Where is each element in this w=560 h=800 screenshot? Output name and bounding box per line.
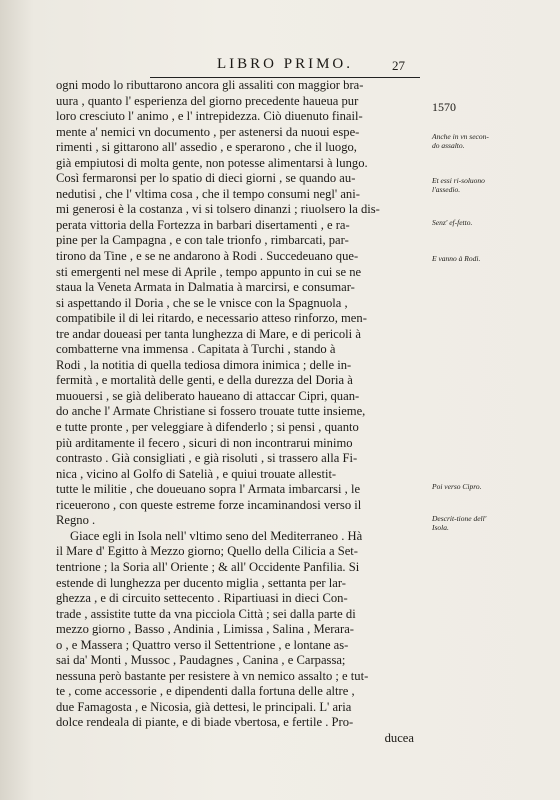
text-line: muouersi , se già deliberato haueano di attaccar Cipri, quan- xyxy=(56,388,360,403)
body-text xyxy=(56,78,428,747)
text-line: più arditamente il fecero , sicuri di non incontrarui minimo xyxy=(56,435,353,450)
text-line: uura , quanto l' esperienza del giorno precedente haueua pur xyxy=(56,93,359,108)
text-line: mente a' nemici vn documento , per astenersi da nuoui espe- xyxy=(56,124,360,139)
text-line: tirono da Tine , e se ne andarono à Rodi . Succedeuano que- xyxy=(56,249,359,264)
text-line: rimenti , si gittarono all' assedio , e sperarono , che il luogo, xyxy=(56,140,357,155)
text-line: tentrione ; la Soria all' Oriente ; & all' Occidente Panfilia. Si xyxy=(56,559,360,574)
text-line: si aspettando il Doria , che se le vnisce con la Spagnuola , xyxy=(56,295,348,310)
text-line: pine per la Campagna , e con tale trionfo , rimbarcati, par- xyxy=(56,233,349,248)
text-line: Così fermaronsi per lo spatio di dieci giorni , se quando au- xyxy=(56,171,356,186)
text-line: già empiutosi di molta gente, non potesse alimentarsi à lungo. xyxy=(56,155,368,170)
text-line: sai da' Monti , Mussoc , Paudagnes , Canina , e Carpassa; xyxy=(56,653,346,668)
text-line: ghezza , e di circuito settecento . Ripartiuasi in dieci Con- xyxy=(56,591,348,606)
margin-note: Descrit-tione dell' Isola. xyxy=(432,514,487,532)
text-line: tutte le militie , che doueuano sopra l' Armata imbarcarsi , le xyxy=(56,482,361,497)
text-line: due Famagosta , e Nicosia, già dettesi, le principali. L' aria xyxy=(56,699,352,714)
text-line: e tutte pronte , per veleggiare à difenderlo ; si pensi , quanto xyxy=(56,420,359,435)
text-line: Rodi , la notitia di quella tediosa dimora inimica ; delle in- xyxy=(56,357,352,372)
margin-note: Senz' ef-fetto. xyxy=(432,218,473,227)
text-line: ogni modo lo ributtarono ancora gli assaliti con maggior bra- xyxy=(56,78,364,92)
text-line: te , come accessorie , e dipendenti dalla fortuna delle altre , xyxy=(56,684,355,699)
margin-note: Et essi ri-soluono l'assedio. xyxy=(432,176,485,194)
margin-year: 1570 xyxy=(432,100,456,114)
text-line: contrasto . Già consigliati , e già risoluti , si trassero alla Fi- xyxy=(56,451,358,466)
text-line: combatterne vna immensa . Capitata à Turchi , stando à xyxy=(56,342,336,357)
text-line: nessuna però bastante per resistere à vn nemico assalto ; e tut- xyxy=(56,668,369,683)
text-line: fermità , e mortalità delle genti, e della durezza del Doria à xyxy=(56,373,353,388)
text-line: trade , assistite tutte da vna picciola Città ; sei dalla parte di xyxy=(56,606,356,621)
text-line: mezzo giorno , Basso , Andinia , Limissa , Salina , Merara- xyxy=(56,622,354,637)
text-line: perata vittoria della Fortezza in barbari disertamenti , e ra- xyxy=(56,217,350,232)
running-head: LIBRO PRIMO. xyxy=(150,56,420,78)
text-line: compatibile il di lei ritardo, e necessario atteso rinforzo, men- xyxy=(56,311,367,326)
text-line: il Mare d' Egitto à Mezzo giorno; Quello della Cilicia a Set- xyxy=(56,544,358,559)
text-line: riceuerono , con queste estreme forze incaminandosi verso il xyxy=(56,497,362,512)
text-line: sti emergenti nel mese di Aprile , tempo appunto in cui se ne xyxy=(56,264,362,279)
text-line: nedutisi , che l' vltima cosa , che il tempo consumi negl' ani- xyxy=(56,186,360,201)
text-line: estende di lunghezza per ducento miglia , settanta per lar- xyxy=(56,575,346,590)
margin-note: Poi verso Cipro. xyxy=(432,482,482,491)
text-line: Giace egli in Isola nell' vltimo seno del Mediterraneo . Hà xyxy=(70,528,363,543)
catchword: ducea xyxy=(384,730,414,745)
text-line: tre andar doueasi per tanta lunghezza di Mare, e di pericoli à xyxy=(56,326,361,341)
text-line: nica , vicino al Golfo di Satelià , e quiui trouate allestit- xyxy=(56,466,337,481)
text-line: loro cresciuto l' animo , e l' intrepidezza. Ciò diuenuto finail- xyxy=(56,109,363,124)
text-line: mi generosi è la costanza , vi si tolsero dinanzi ; riuolsero la dis- xyxy=(56,202,380,217)
text-line: o , e Massera ; Quattro verso il Settentrione , e lontane as- xyxy=(56,637,349,652)
margin-note: E vanno à Rodi. xyxy=(432,254,481,263)
text-line: dolce rendeala di piante, e di biade vbertosa, e fertile . Pro- xyxy=(56,715,354,730)
page-number: 27 xyxy=(392,58,405,73)
text-line: staua la Veneta Armata in Dalmatia à marcirsi, e consumar- xyxy=(56,280,355,295)
margin-note: Anche in vn secon-do assalto. xyxy=(432,132,489,150)
text-line: do anche l' Armate Christiane si fossero trouate tutte insieme, xyxy=(56,404,366,419)
text-line: Regno . xyxy=(56,513,96,528)
